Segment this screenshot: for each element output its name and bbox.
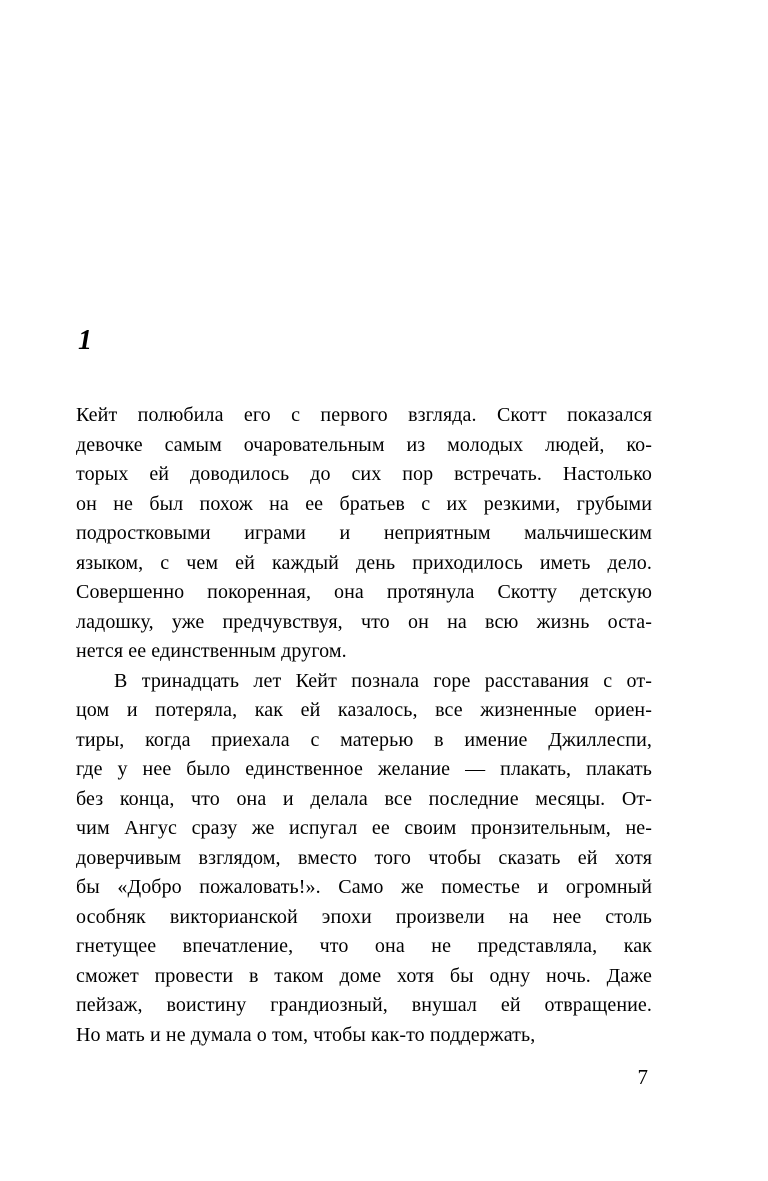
text-line: сможет провести в таком доме хотя бы одну ночь. Даже <box>76 964 652 987</box>
text-line: Но мать и не думала о том, чтобы как-то поддержать, <box>76 1023 536 1046</box>
text-line: особняк викторианской эпохи произвели на нее столь <box>76 905 652 928</box>
page-number: 7 <box>637 1065 648 1089</box>
text-line: доверчивым взглядом, вместо того чтобы сказать ей хотя <box>76 846 652 869</box>
text-line: девочке самым очаровательным из молодых людей, ко- <box>76 433 652 456</box>
text-line: Совершенно покоренная, она протянула Скотту детскую <box>76 581 652 603</box>
text-line: торых ей доводилось до сих пор встречать. Настолько <box>76 463 652 485</box>
body-text-block <box>76 401 652 1050</box>
text-line: нется ее единственным другом. <box>76 640 347 662</box>
text-line: бы «Добро пожаловать!». Само же поместье и огромный <box>76 876 652 898</box>
text-line: цом и потеряла, как ей казалось, все жизненные ориен- <box>76 699 652 721</box>
text-line: Кейт полюбила его с первого взгляда. Скотт показался <box>76 404 652 426</box>
text-line: В тринадцать лет Кейт познала горе расставания с от- <box>114 669 652 692</box>
text-line: подростковыми играми и неприятным мальчишеским <box>76 522 652 544</box>
text-line: чим Ангус сразу же испугал ее своим пронзительным, не- <box>76 817 652 839</box>
text-line: пейзаж, воистину грандиозный, внушал ей отвращение. <box>76 994 652 1016</box>
chapter-number: 1 <box>78 325 92 356</box>
text-line: где у нее было единственное желание — плакать, плакать <box>76 758 652 780</box>
text-line: тиры, когда приехала с матерью в имение Джиллеспи, <box>76 728 652 751</box>
text-line: он не был похож на ее братьев с их резкими, грубыми <box>76 492 652 515</box>
text-line: без конца, что она и делала все последние месяцы. От- <box>76 787 652 810</box>
text-line: языком, с чем ей каждый день приходилось иметь дело. <box>76 551 652 574</box>
text-line: гнетущее впечатление, что она не представляла, как <box>76 935 652 957</box>
text-line: ладошку, уже предчувствуя, что он на всю жизнь оста- <box>76 610 652 633</box>
